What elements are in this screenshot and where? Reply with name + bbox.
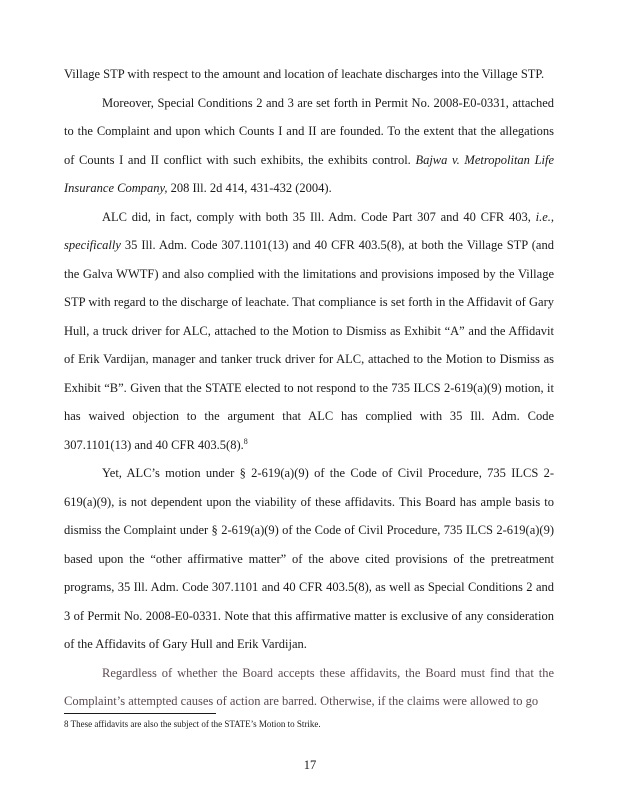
paragraph-1 <box>64 60 554 89</box>
paragraph-4-text: Yet, ALC’s motion under § 2-619(a)(9) of the Code of Civil Procedure, 735 ILCS 2-619(a)(9), is not dependent upon the viability of these affidavits. This Board has ample basis to dismiss the Complaint under § 2-619(a)(9) of the Code of Civil Procedure, 735 ILCS 2-619(a)(9) based upon the “other affirmative matter” of the above cited provisions of the pretreatment programs, 35 Ill. Adm. Code 307.1101 and 40 CFR 403.5(8), as well as Special Conditions 2 and 3 of Permit No. 2008-E0-0331. Note that this affirmative matter is exclusive of any consideration of the Affidavits of Gary Hull and Erik Vardijan. <box>64 466 554 651</box>
footnote-divider <box>64 713 216 714</box>
paragraph-2-text: Moreover, Special Conditions 2 and 3 are set forth in Permit No. 2008-E0-0331, attached to the Complaint and upon which Counts I and II are founded. To the extent that the allegations of Counts I and II conflict with such exhibits, the exhibits control. <box>64 95 554 167</box>
document-body <box>64 60 554 716</box>
paragraph-5-text: Regardless of whether the Board accepts these affidavits, the Board must find that the Complaint’s attempted causes of action are barred. Otherwise, if the claims were allowed to go <box>64 665 554 708</box>
paragraph-2 <box>64 89 554 203</box>
paragraph-5 <box>64 659 554 716</box>
specifically-word: specifically <box>64 238 121 252</box>
case-citation: Bajwa v. Metropolitan Life Insurance Company, <box>64 152 555 195</box>
paragraph-4 <box>64 459 554 659</box>
footnote: 8 These affidavits are also the subject of the STATE’s Motion to Strike. <box>64 719 321 729</box>
footnote-reference: 8 <box>243 436 248 446</box>
paragraph-1-text: Village STP with respect to the amount and location of leachate discharges into the Village STP. <box>64 67 545 81</box>
page-number: 17 <box>303 758 317 772</box>
paragraph-3 <box>64 203 554 460</box>
paragraph-2-text-after: 208 Ill. 2d 414, 431-432 (2004). <box>167 181 332 195</box>
ie-abbreviation: i.e., <box>535 209 554 224</box>
paragraph-3-text: ALC did, in fact, comply with both 35 Ill. Adm. Code Part 307 and 40 CFR 403, <box>102 209 536 224</box>
paragraph-3-text-after: 35 Ill. Adm. Code 307.1101(13) and 40 CFR 403.5(8), at both the Village STP (and the Galva WWTF) and also complied with the limitations and provisions imposed by the Village STP with regard to the discharge of leachate. That compliance is set forth in the Affidavit of Gary Hull, a truck driver for ALC, attached to the Motion to Dismiss as Exhibit “A” and the Affidavit of Erik Vardijan, manager and tanker truck driver for ALC, attached to the Motion to Dismiss as Exhibit “B”. Given that the STATE elected to not respond to the 735 ILCS 2-619(a)(9) motion, it has waived objection to the argument that ALC has complied with 35 Ill. Adm. Code 307.1101(13) and 40 CFR 403.5(8). <box>64 238 554 452</box>
